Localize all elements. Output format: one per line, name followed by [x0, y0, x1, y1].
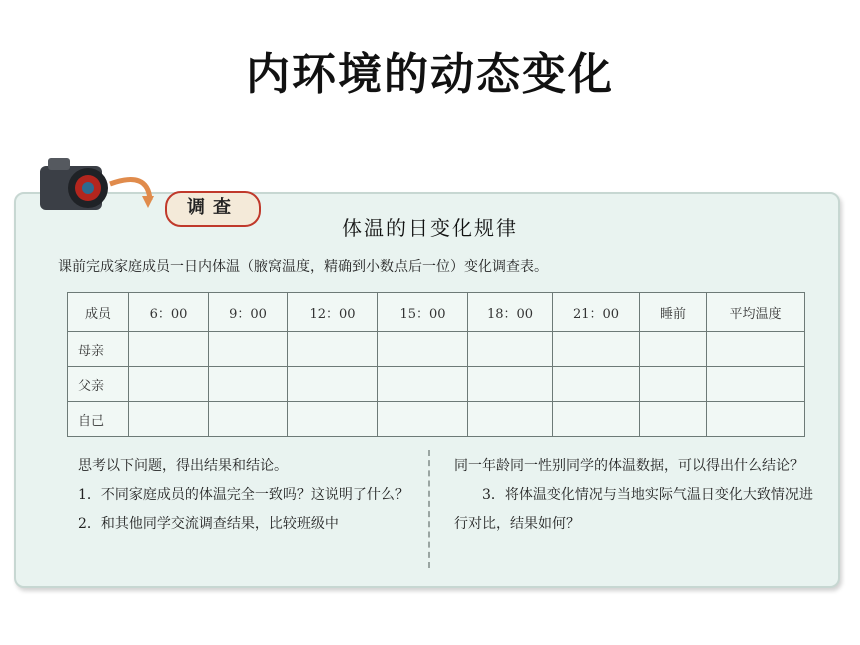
column-header: 成员: [68, 293, 129, 332]
table-cell: [378, 367, 468, 402]
table-cell: [640, 367, 707, 402]
question-1: 1．不同家庭成员的体温完全一致吗？这说明了什么？: [78, 487, 409, 503]
question-prompt: 思考以下问题，得出结果和结论。: [78, 458, 288, 474]
column-divider: [428, 450, 430, 568]
survey-badge: 调查: [165, 191, 261, 227]
slide-title: 内环境的动态变化: [246, 49, 614, 100]
table-cell: [553, 402, 640, 437]
table-cell: [468, 332, 553, 367]
section-heading: 体温的日变化规律: [342, 216, 518, 240]
table-cell: [707, 402, 805, 437]
row-label: 父亲: [68, 367, 129, 402]
table-cell: [209, 367, 288, 402]
row-label: 母亲: [68, 332, 129, 367]
table-row: [68, 367, 805, 402]
table-cell: [707, 332, 805, 367]
column-header: 平均温度: [707, 293, 805, 332]
table-cell: [468, 402, 553, 437]
table-cell: [707, 367, 805, 402]
table-cell: [209, 332, 288, 367]
temperature-survey-table: [67, 292, 805, 437]
question-2-continued: 同一年龄同一性别同学的体温数据，可以得出什么结论？: [454, 458, 804, 474]
table-cell: [209, 402, 288, 437]
questions-left-column: [50, 452, 414, 539]
table-cell: [378, 332, 468, 367]
table-header-row: [68, 293, 805, 332]
column-header: 15：00: [378, 293, 468, 332]
question-3: 3．将体温变化情况与当地实际气温日变化大致情况进行对比，结果如何？: [454, 487, 813, 532]
table-cell: [288, 367, 378, 402]
table-cell: [468, 367, 553, 402]
table-cell: [553, 332, 640, 367]
table-cell: [288, 402, 378, 437]
table-cell: [378, 402, 468, 437]
column-header: 18：00: [468, 293, 553, 332]
table-cell: [640, 332, 707, 367]
table-cell: [553, 367, 640, 402]
column-header: 9：00: [209, 293, 288, 332]
table-row: [68, 332, 805, 367]
column-header: 6：00: [129, 293, 209, 332]
intro-text: 课前完成家庭成员一日内体温（腋窝温度，精确到小数点后一位）变化调查表。: [58, 259, 548, 275]
table-cell: [129, 367, 209, 402]
questions-right-column: [454, 452, 818, 539]
table-cell: [640, 402, 707, 437]
column-header: 21：00: [553, 293, 640, 332]
table-cell: [129, 332, 209, 367]
column-header: 睡前: [640, 293, 707, 332]
question-2: 2．和其他同学交流调查结果，比较班级中: [78, 516, 339, 532]
row-label: 自己: [68, 402, 129, 437]
column-header: 12：00: [288, 293, 378, 332]
table-cell: [129, 402, 209, 437]
table-cell: [288, 332, 378, 367]
table-row: [68, 402, 805, 437]
